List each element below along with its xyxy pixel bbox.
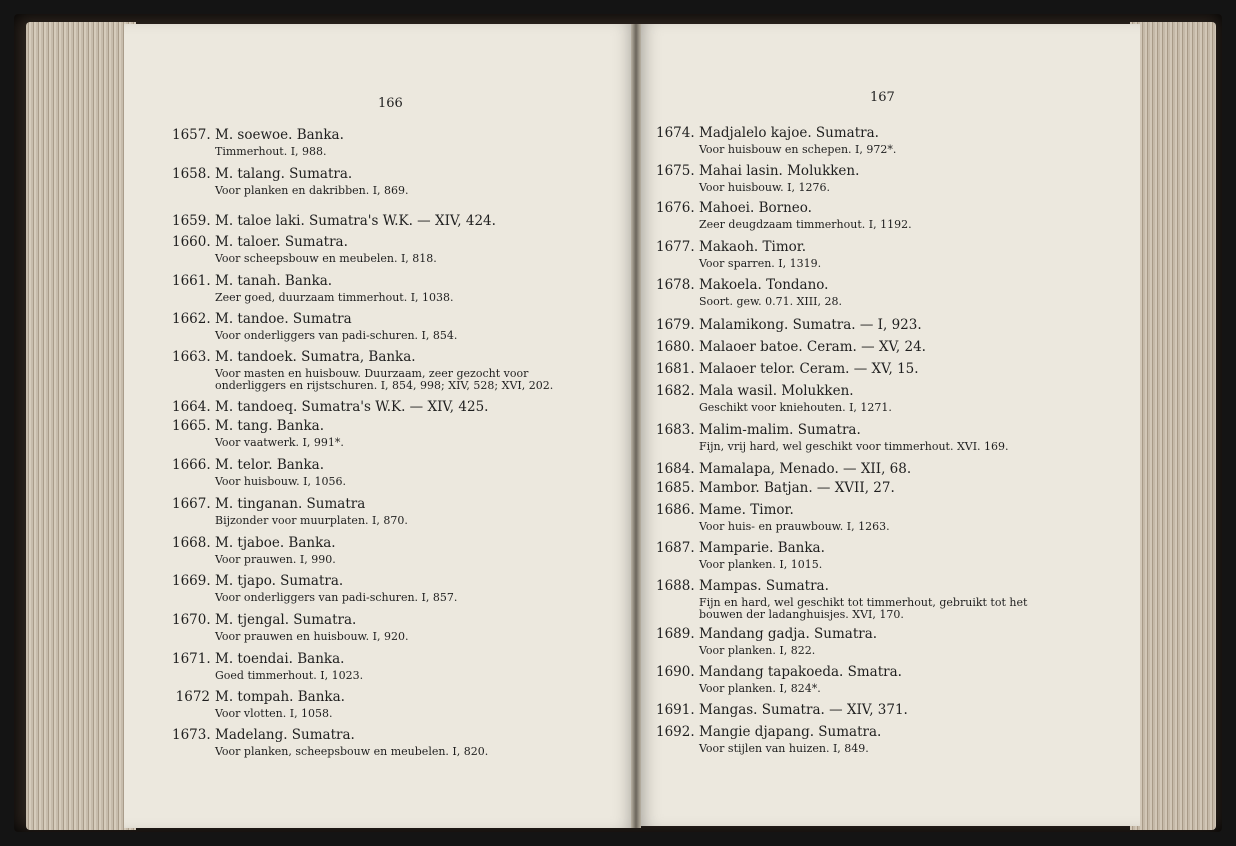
entry-number: 1674. — [656, 125, 695, 141]
entry-number: 1667. — [172, 496, 211, 512]
dictionary-entry — [172, 648, 572, 682]
entry-description: Voor vlotten. I, 1058. — [215, 707, 333, 720]
entry-description: Fijn, vrij hard, wel geschikt voor timmerhout. XVI. 169. — [699, 440, 1009, 453]
entry-description: Voor stijlen van huizen. I, 849. — [699, 742, 869, 755]
entry-number: 1681. — [656, 361, 695, 377]
dictionary-entry — [172, 270, 572, 304]
entry-description: Geschikt voor kniehouten. I, 1271. — [699, 401, 892, 414]
dictionary-entry — [656, 380, 1056, 414]
entry-number: 1670. — [172, 612, 211, 628]
entry-heading: M. tanah. Banka. — [215, 273, 333, 289]
entry-description: Voor masten en huisbouw. Duurzaam, zeer gezocht voor onderliggers en rijstschuren. I, 854, 998; XIV, 528; XVI, 202. — [215, 367, 554, 392]
dictionary-entry — [172, 493, 572, 527]
dictionary-entry — [172, 346, 572, 392]
entry-heading: M. tjaboe. Banka. — [215, 535, 336, 551]
entry-description: Goed timmerhout. I, 1023. — [215, 669, 364, 682]
entry-heading: M. tandoeq. Sumatra's W.K. — XIV, 425. — [215, 399, 489, 415]
entry-description: Voor prauwen en huisbouw. I, 920. — [215, 630, 409, 643]
dictionary-entry — [656, 122, 1056, 156]
entry-description: Voor huisbouw en schepen. I, 972*. — [699, 143, 897, 156]
dictionary-entry — [656, 537, 1056, 571]
entry-heading: M. tjapo. Sumatra. — [215, 573, 344, 589]
entry-heading: M. tandoe. Sumatra — [215, 311, 352, 327]
entry-description: Voor sparren. I, 1319. — [699, 257, 822, 270]
page-number: 166 — [378, 96, 403, 111]
entry-number: 1665. — [172, 418, 211, 434]
entry-heading: M. tjengal. Sumatra. — [215, 612, 357, 628]
dictionary-entry — [656, 458, 1056, 477]
entry-number: 1661. — [172, 273, 211, 289]
dictionary-entry — [656, 661, 1056, 695]
entry-number: 1684. — [656, 461, 695, 477]
entry-heading: Mahoei. Borneo. — [699, 200, 812, 216]
entry-heading: M. taloer. Sumatra. — [215, 234, 348, 250]
entry-heading: Madjalelo kajoe. Sumatra. — [699, 125, 879, 141]
entry-description: Voor vaatwerk. I, 991*. — [215, 436, 344, 449]
entry-number: 1689. — [656, 626, 695, 642]
entry-number: 1673. — [172, 727, 211, 743]
entry-number: 1663. — [172, 349, 211, 365]
entry-heading: Mambor. Batjan. — XVII, 27. — [699, 480, 895, 496]
entry-heading: Madelang. Sumatra. — [215, 727, 355, 743]
dictionary-entry — [656, 197, 1056, 231]
dictionary-entry — [172, 210, 572, 229]
entry-number: 1683. — [656, 422, 695, 438]
entry-number: 1668. — [172, 535, 211, 551]
entry-description: Fijn en hard, wel geschikt tot timmerhout, gebruikt tot het bouwen der ladanghuisjes. XVI, 170. — [699, 596, 1028, 621]
dictionary-entry — [172, 415, 572, 449]
page-edges-left — [26, 22, 136, 830]
entry-heading: Malamikong. Sumatra. — I, 923. — [699, 317, 922, 333]
entry-description: Voor planken. I, 822. — [699, 644, 816, 657]
entry-description: Voor planken. I, 824*. — [699, 682, 821, 695]
dictionary-entry — [656, 575, 1056, 621]
entry-description: Zeer deugdzaam timmerhout. I, 1192. — [699, 218, 912, 231]
entry-number: 1677. — [656, 239, 695, 255]
entry-number: 1676. — [656, 200, 695, 216]
entry-number: 1682. — [656, 383, 695, 399]
entry-number: 1658. — [172, 166, 211, 182]
entry-heading: M. tang. Banka. — [215, 418, 324, 434]
dictionary-entry — [656, 477, 1056, 496]
entry-number: 1686. — [656, 502, 695, 518]
entry-heading: Malim-malim. Sumatra. — [699, 422, 861, 438]
entry-heading: Malaoer telor. Ceram. — XV, 15. — [699, 361, 919, 377]
dictionary-entry — [172, 686, 572, 720]
dictionary-entry — [656, 314, 1056, 333]
entry-number: 1657. — [172, 127, 211, 143]
dictionary-entry — [656, 274, 1056, 308]
dictionary-entry — [172, 231, 572, 265]
dictionary-entry — [656, 358, 1056, 377]
entry-description: Voor planken. I, 1015. — [699, 558, 823, 571]
entry-heading: M. telor. Banka. — [215, 457, 325, 473]
entry-number: 1662. — [172, 311, 211, 327]
entry-number: 1690. — [656, 664, 695, 680]
entry-number: 1671. — [172, 651, 211, 667]
dictionary-entry — [172, 396, 572, 415]
entry-number: 1687. — [656, 540, 695, 556]
dictionary-entry — [656, 336, 1056, 355]
entry-description: Zeer goed, duurzaam timmerhout. I, 1038. — [215, 291, 454, 304]
right-page — [638, 24, 1140, 826]
dictionary-entry — [172, 454, 572, 488]
entry-heading: M. talang. Sumatra. — [215, 166, 353, 182]
entry-heading: Malaoer batoe. Ceram. — XV, 24. — [699, 339, 926, 355]
page-edges-right — [1130, 22, 1216, 830]
dictionary-entry — [656, 419, 1056, 453]
entry-number: 1659. — [172, 213, 211, 229]
entry-number: 1678. — [656, 277, 695, 293]
entry-number: 1669. — [172, 573, 211, 589]
entry-description: Voor onderliggers van padi-schuren. I, 857. — [215, 591, 458, 604]
entry-heading: Makaoh. Timor. — [699, 239, 807, 255]
dictionary-entry — [172, 124, 572, 158]
entry-description: Voor huisbouw. I, 1056. — [215, 475, 346, 488]
entry-number: 1675. — [656, 163, 695, 179]
entry-description: Timmerhout. I, 988. — [215, 145, 327, 158]
dictionary-entry — [172, 308, 572, 342]
dictionary-entry — [172, 163, 572, 197]
entry-heading: Mangie djapang. Sumatra. — [699, 724, 882, 740]
entry-description: Voor prauwen. I, 990. — [215, 553, 336, 566]
entry-number: 1666. — [172, 457, 211, 473]
entry-heading: M. tandoek. Sumatra, Banka. — [215, 349, 416, 365]
dictionary-entry — [172, 532, 572, 566]
entry-number: 1691. — [656, 702, 695, 718]
entry-description: Voor huis- en prauwbouw. I, 1263. — [699, 520, 890, 533]
entry-number: 1660. — [172, 234, 211, 250]
page-number: 167 — [870, 90, 895, 105]
entry-number: 1685. — [656, 480, 695, 496]
book-gutter — [631, 24, 641, 828]
dictionary-entry — [172, 724, 572, 758]
entry-heading: Mangas. Sumatra. — XIV, 371. — [699, 702, 908, 718]
entry-description: Voor planken en dakribben. I, 869. — [215, 184, 409, 197]
dictionary-entry — [172, 570, 572, 604]
dictionary-entry — [656, 623, 1056, 657]
entry-heading: Mampas. Sumatra. — [699, 578, 829, 594]
entry-description: Voor planken, scheepsbouw en meubelen. I, 820. — [215, 745, 489, 758]
left-page — [124, 24, 636, 828]
entry-number: 1688. — [656, 578, 695, 594]
entry-description: Voor scheepsbouw en meubelen. I, 818. — [215, 252, 437, 265]
entry-number: 1664. — [172, 399, 211, 415]
entry-heading: Mala wasil. Molukken. — [699, 383, 854, 399]
entry-heading: Mandang gadja. Sumatra. — [699, 626, 878, 642]
entry-heading: Mamparie. Banka. — [699, 540, 825, 556]
entry-number: 1680. — [656, 339, 695, 355]
entry-heading: Makoela. Tondano. — [699, 277, 829, 293]
dictionary-entry — [656, 721, 1056, 755]
entry-heading: Mandang tapakoeda. Smatra. — [699, 664, 902, 680]
entry-description: Soort. gew. 0.71. XIII, 28. — [699, 295, 842, 308]
dictionary-entry — [656, 236, 1056, 270]
entry-description: Bijzonder voor muurplaten. I, 870. — [215, 514, 408, 527]
entry-number: 1679. — [656, 317, 695, 333]
entry-heading: Mamalapa, Menado. — XII, 68. — [699, 461, 912, 477]
entry-heading: M. tompah. Banka. — [215, 689, 345, 705]
entry-heading: Mahai lasin. Molukken. — [699, 163, 860, 179]
entry-heading: M. toendai. Banka. — [215, 651, 345, 667]
entry-description: Voor huisbouw. I, 1276. — [699, 181, 830, 194]
entry-heading: Mame. Timor. — [699, 502, 794, 518]
dictionary-entry — [656, 699, 1056, 718]
entry-heading: M. soewoe. Banka. — [215, 127, 344, 143]
dictionary-entry — [172, 609, 572, 643]
dictionary-entry — [656, 160, 1056, 194]
dictionary-entry — [656, 499, 1056, 533]
entry-number: 1692. — [656, 724, 695, 740]
entry-heading: M. tinganan. Sumatra — [215, 496, 366, 512]
entry-number: 1672 — [175, 689, 210, 705]
entry-heading: M. taloe laki. Sumatra's W.K. — XIV, 424. — [215, 213, 496, 229]
entry-description: Voor onderliggers van padi-schuren. I, 854. — [215, 329, 458, 342]
